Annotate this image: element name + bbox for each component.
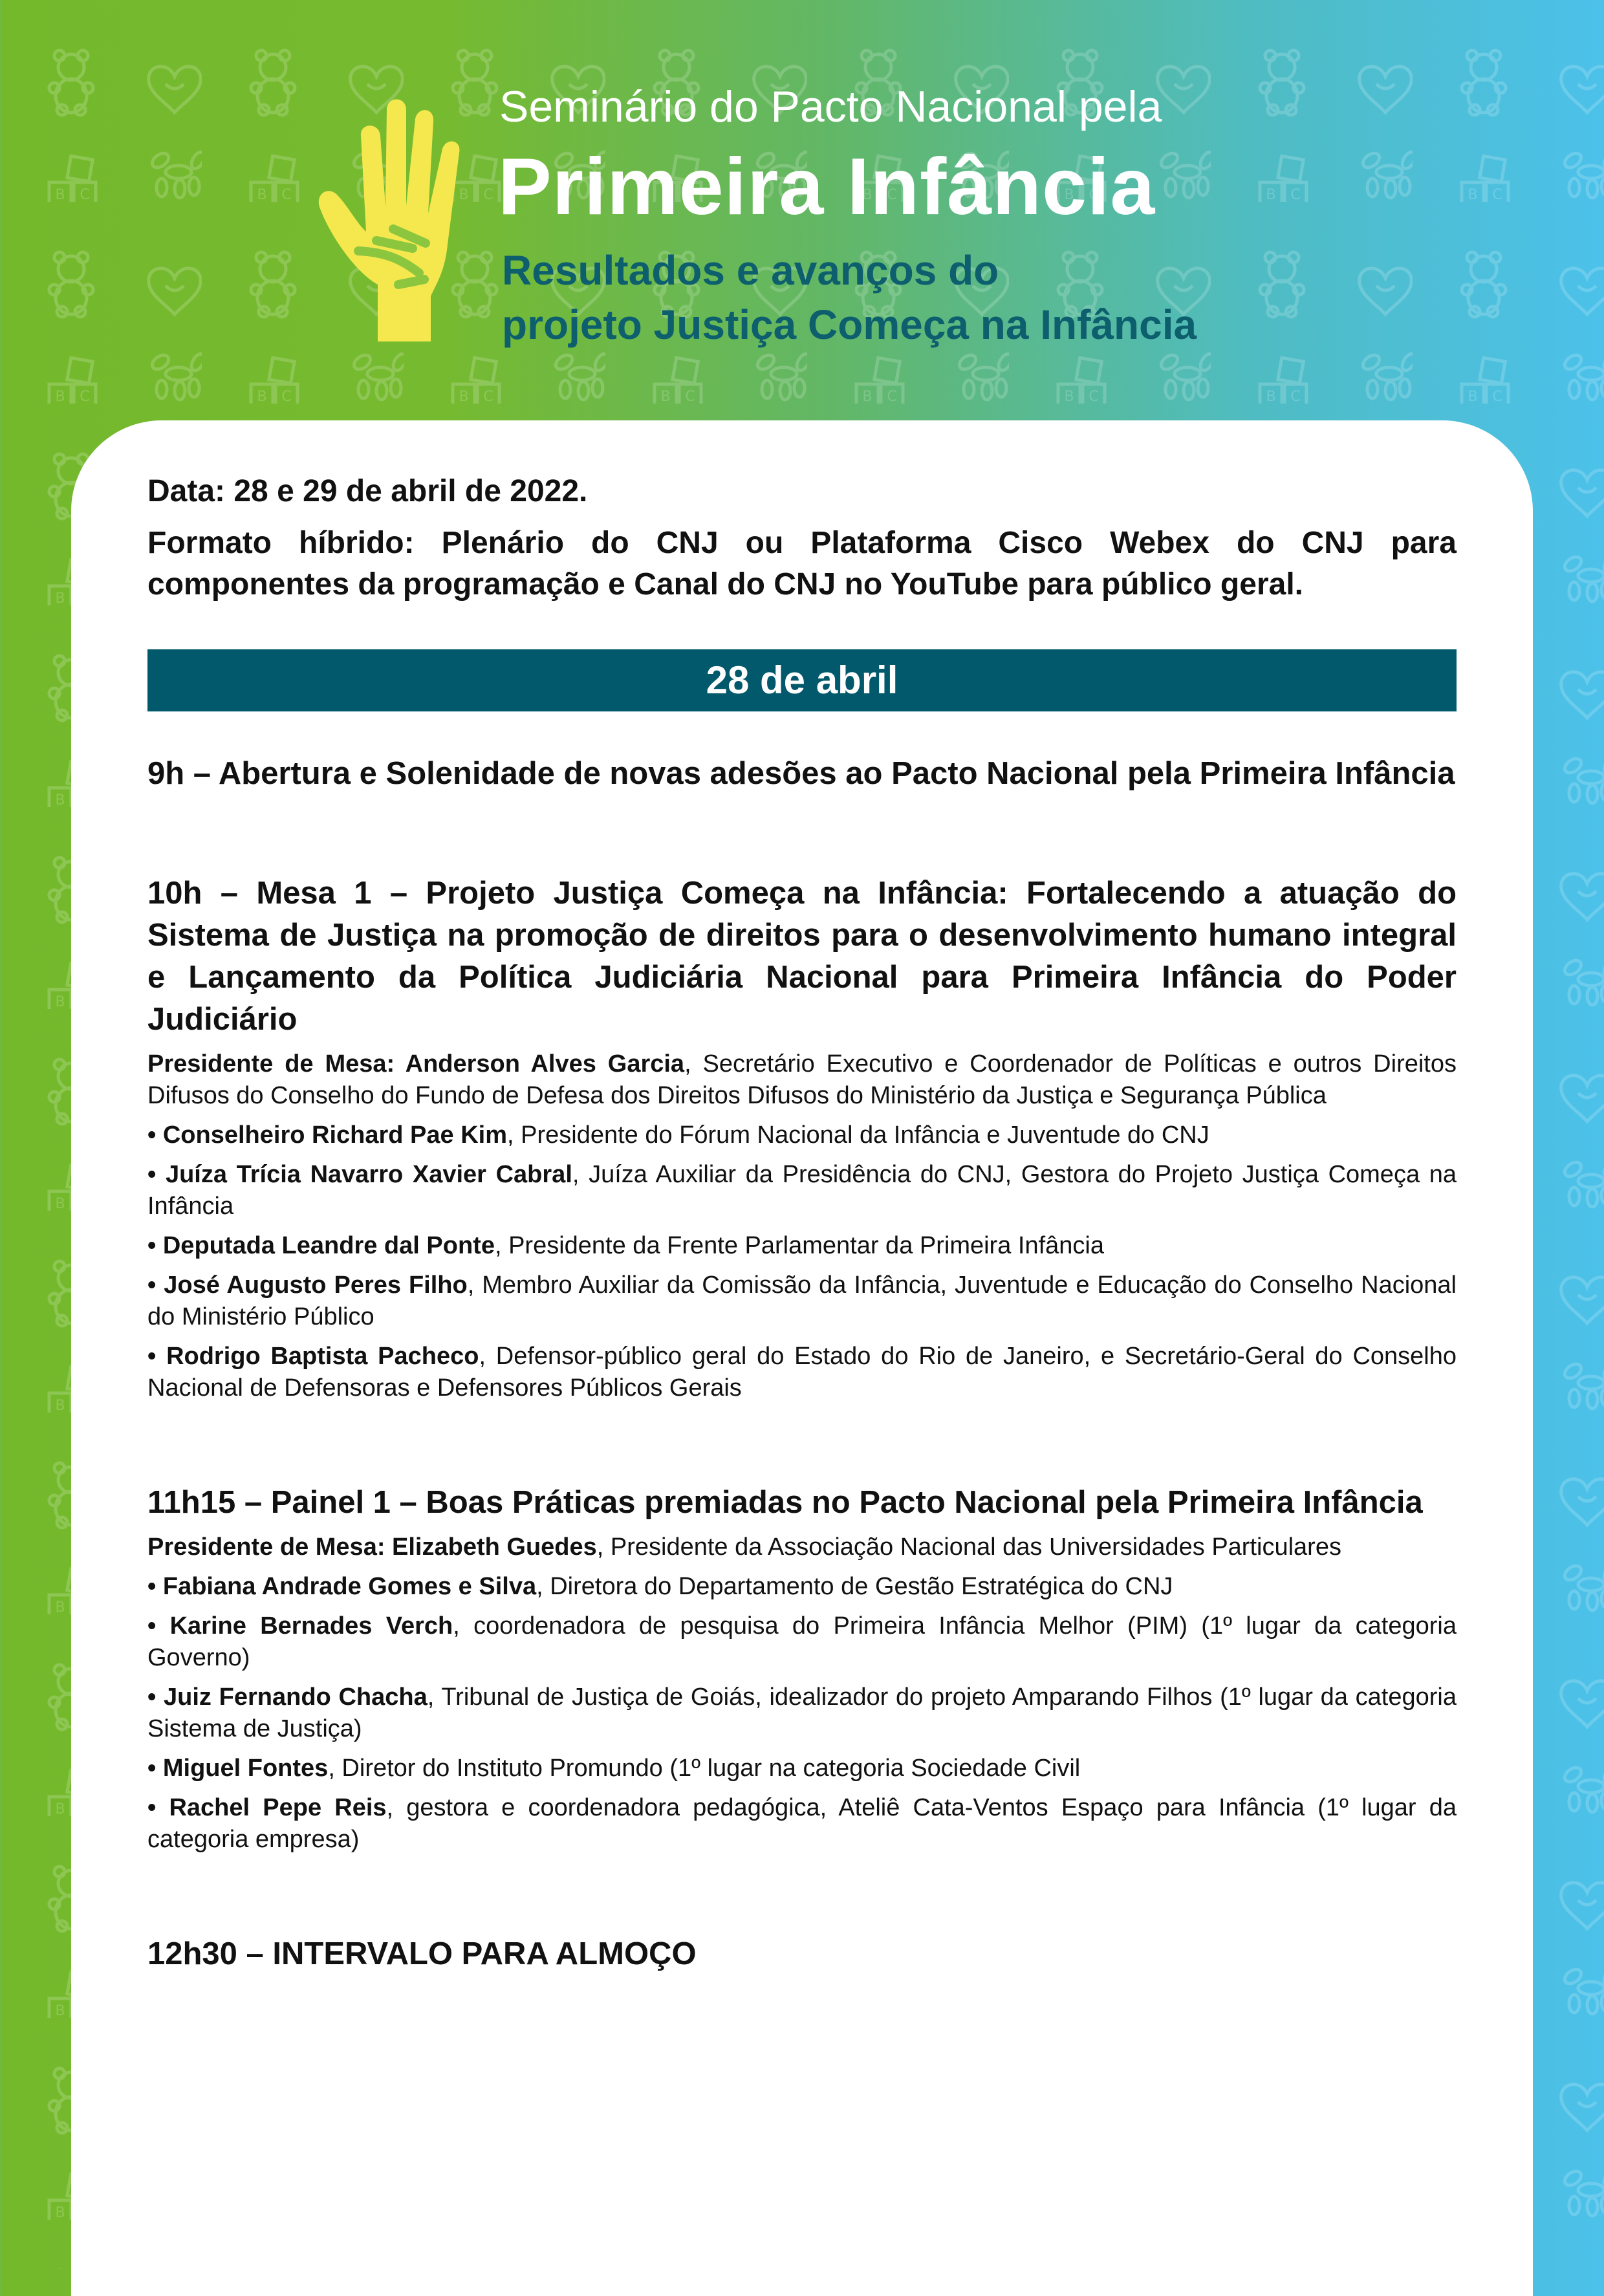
event-format: Formato híbrido: Plenário do CNJ ou Plataforma Cisco Webex do CNJ para componentes da programação e Canal do CNJ no YouTube para público geral. — [147, 526, 1457, 601]
chair-role: , Secretário Executivo e Coordenador de Políticas e outros Direitos Difusos do Conselho do Fundo de Defesa dos Direitos Difusos do Ministério da Justiça e Segurança Pública — [147, 1050, 1457, 1109]
speaker-name: • Rachel Pepe Reis — [147, 1794, 387, 1821]
speaker-item — [147, 1792, 1457, 1856]
speaker-role: , Defensor-público geral do Estado do Rio de Janeiro, e Secretário-Geral do Conselho Nacional de Defensoras e Defensores Públicos Gerais — [147, 1343, 1457, 1402]
event-date: Data: 28 e 29 de abril de 2022. — [147, 474, 588, 508]
speaker-item — [147, 1270, 1457, 1333]
speaker-name: • Rodrigo Baptista Pacheco — [147, 1343, 479, 1370]
hand-logo-icon — [316, 91, 471, 343]
speaker-name: • Juiz Fernando Chacha — [147, 1684, 428, 1711]
speaker-name: • José Augusto Peres Filho — [147, 1272, 468, 1299]
header-subtitle-line2: projeto Justiça Começa na Infância — [502, 301, 1197, 348]
speaker-item — [147, 1159, 1457, 1222]
speaker-role: , Membro Auxiliar da Comissão da Infância, Juventude e Educação do Conselho Nacional do Ministério Público — [147, 1272, 1457, 1330]
speaker-item — [147, 1230, 1457, 1262]
session-chair — [147, 1532, 1457, 1563]
speaker-role: , gestora e coordenadora pedagógica, Ateliê Cata-Ventos Espaço para Infância (1º lugar da categoria empresa) — [147, 1794, 1457, 1853]
speaker-role: , Juíza Auxiliar da Presidência do CNJ, Gestora do Projeto Justiça Começa na Infância — [147, 1161, 1457, 1220]
speaker-role: , Presidente do Fórum Nacional da Infância e Juventude do CNJ — [507, 1121, 1209, 1149]
header-title-line1: Seminário do Pacto Nacional pela — [499, 82, 1162, 131]
session-title: 12h30 – INTERVALO PARA ALMOÇO — [147, 1936, 697, 1971]
speaker-name: • Miguel Fontes — [147, 1755, 329, 1782]
session-opening — [147, 753, 1457, 795]
session-lunch-break — [147, 1933, 1457, 1975]
day-banner: 28 de abril — [147, 649, 1457, 711]
speaker-role: , Presidente da Frente Parlamentar da Primeira Infância — [494, 1232, 1104, 1259]
speaker-name: • Juíza Trícia Navarro Xavier Cabral — [147, 1161, 572, 1188]
session-title: 11h15 – Painel 1 – Boas Práticas premiadas no Pacto Nacional pela Primeira Infância — [147, 1485, 1423, 1520]
session-title: 10h – Mesa 1 – Projeto Justiça Começa na Infância: Fortalecendo a atuação do Sistema de Justiça na promoção de direitos para o desenvolvimento humano integral e Lançamento da Política Judiciária Nacional para Primeira Infância do Poder Judiciário — [147, 876, 1457, 1037]
header-title-main: Primeira Infância — [498, 142, 1156, 232]
header-subtitle — [502, 243, 1197, 352]
header-subtitle-line1: Resultados e avanços do — [502, 247, 999, 294]
speaker-role: , Diretor do Instituto Promundo (1º lugar na categoria Sociedade Civil — [328, 1755, 1081, 1782]
session-chair — [147, 1048, 1457, 1112]
speaker-name: • Fabiana Andrade Gomes e Silva — [147, 1573, 537, 1600]
speaker-name: • Deputada Leandre dal Ponte — [147, 1232, 495, 1259]
speaker-role: , Diretora do Departamento de Gestão Estratégica do CNJ — [536, 1573, 1173, 1600]
header — [0, 0, 1604, 414]
speaker-item — [147, 1571, 1457, 1603]
speaker-role: , coordenadora de pesquisa do Primeira Infância Melhor (PIM) (1º lugar da categoria Governo) — [147, 1612, 1457, 1671]
chair-name: Presidente de Mesa: Anderson Alves Garcia — [147, 1050, 685, 1078]
speaker-item — [147, 1610, 1457, 1674]
chair-role: , Presidente da Associação Nacional das Universidades Particulares — [596, 1533, 1341, 1561]
speaker-name: • Karine Bernades Verch — [147, 1612, 453, 1640]
session-painel-1 — [147, 1482, 1457, 1856]
speaker-item — [147, 1341, 1457, 1404]
speaker-item — [147, 1753, 1457, 1784]
speaker-item — [147, 1120, 1457, 1151]
speaker-name: • Conselheiro Richard Pae Kim — [147, 1121, 508, 1149]
session-mesa-1 — [147, 872, 1457, 1404]
speaker-item — [147, 1682, 1457, 1745]
program-card — [71, 420, 1533, 2296]
chair-name: Presidente de Mesa: Elizabeth Guedes — [147, 1533, 597, 1561]
session-title: 9h – Abertura e Solenidade de novas adesões ao Pacto Nacional pela Primeira Infância — [147, 756, 1455, 791]
speaker-role: , Tribunal de Justiça de Goiás, idealizador do projeto Amparando Filhos (1º lugar da categoria Sistema de Justiça) — [147, 1684, 1457, 1742]
program-content — [147, 471, 1457, 1983]
